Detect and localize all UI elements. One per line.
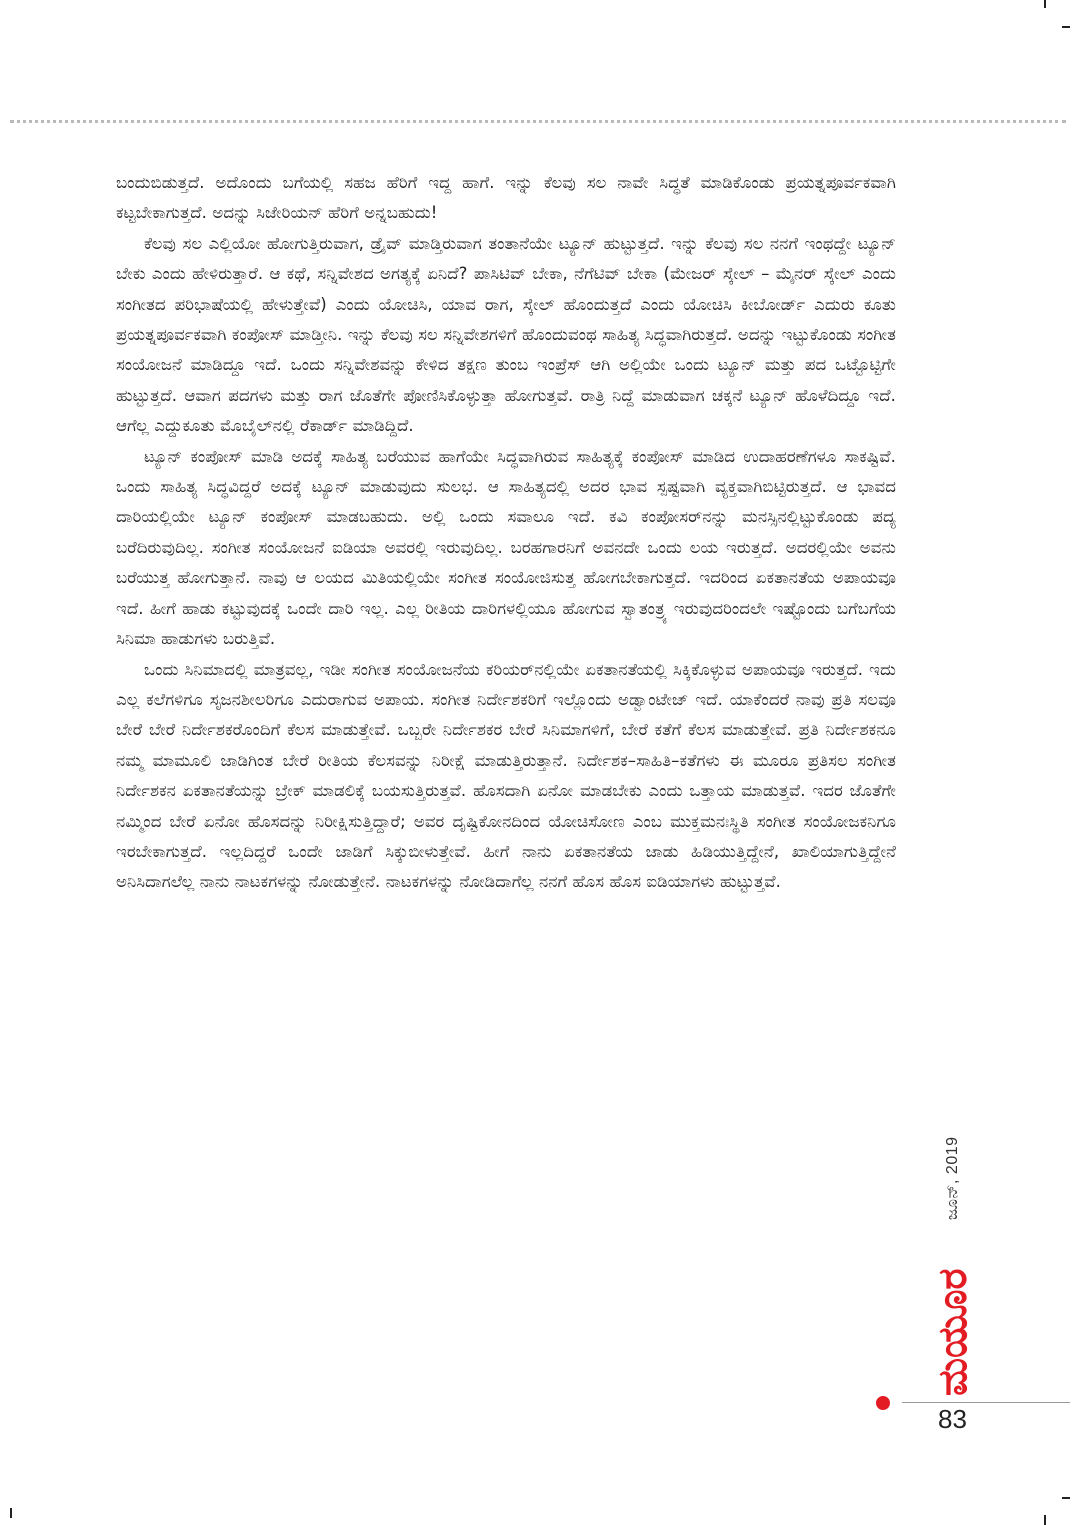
header-dotted-rule [10,120,1066,123]
page-number: 83 [938,1404,967,1434]
crop-mark-top-right-side [1062,26,1070,28]
article-paragraph: ಕೆಲವು ಸಲ ಎಲ್ಲಿಯೋ ಹೋಗುತ್ತಿರುವಾಗ, ಡ್ರೈವ್ ಮಾಡ್ತಿರುವಾಗ ತಂತಾನೆಯೇ ಟ್ಯೂನ್ ಹುಟ್ಟುತ್ತದೆ. ಇನ್ನು ಕೆಲವು ಸಲ ನನಗೆ ಇಂಥದ್ದೇ ಟ್ಯೂನ್ ಬೇಕು ಎಂದು ಹೇಳಿರುತ್ತಾರೆ. ಆ ಕಥೆ, ಸನ್ನಿವೇಶದ ಅಗತ್ಯಕ್ಕೆ ಏನಿದೆ? ಪಾಸಿಟಿವ್ ಬೇಕಾ, ನೆಗೆಟಿವ್ ಬೇಕಾ (ಮೇಜರ್ ಸ್ಕೇಲ್ – ಮೈನರ್ ಸ್ಕೇಲ್ ಎಂದು ಸಂಗೀತದ ಪರಿಭಾಷೆಯಲ್ಲಿ ಹೇಳುತ್ತೇವೆ) ಎಂದು ಯೋಚಿಸಿ, ಯಾವ ರಾಗ, ಸ್ಕೇಲ್ ಹೊಂದುತ್ತದೆ ಎಂದು ಯೋಚಿಸಿ ಕೀಬೋರ್ಡ್ ಎದುರು ಕೂತು ಪ್ರಯತ್ನಪೂರ್ವಕವಾಗಿ ಕಂಪೋಸ್ ಮಾಡ್ತೀನಿ. ಇನ್ನು ಕೆಲವು ಸಲ ಸನ್ನಿವೇಶಗಳಿಗೆ ಹೊಂದುವಂಥ ಸಾಹಿತ್ಯ ಸಿದ್ಧವಾಗಿರುತ್ತದೆ. ಅದನ್ನು ಇಟ್ಟುಕೊಂಡು ಸಂಗೀತ ಸಂಯೋಜನೆ ಮಾಡಿದ್ದೂ ಇದೆ. ಒಂದು ಸನ್ನಿವೇಶವನ್ನು ಕೇಳಿದ ತಕ್ಷಣ ತುಂಬ ಇಂಪ್ರೆಸ್ ಆಗಿ ಅಲ್ಲಿಯೇ ಒಂದು ಟ್ಯೂನ್ ಮತ್ತು ಪದ ಒಟ್ಟೊಟ್ಟಿಗೇ ಹುಟ್ಟುತ್ತದೆ. ಆವಾಗ ಪದಗಳು ಮತ್ತು ರಾಗ ಜೊತೆಗೇ ಪೋಣಿಸಿಕೊಳ್ಳುತ್ತಾ ಹೋಗುತ್ತವೆ. ರಾತ್ರಿ ನಿದ್ದೆ ಮಾಡುವಾಗ ಚಕ್ಕನೆ ಟ್ಯೂನ್ ಹೊಳೆದಿದ್ದೂ ಇದೆ. ಆಗೆಲ್ಲ ಎದ್ದುಕೂತು ಮೊಬೈಲ್‌ನಲ್ಲಿ ರೆಕಾರ್ಡ್ ಮಾಡಿದ್ದಿದೆ. [116,233,897,436]
crop-mark-top-right [1044,0,1046,8]
article-body [116,168,896,898]
footer-rule [902,1402,1070,1403]
article-paragraph: ಒಂದು ಸಿನಿಮಾದಲ್ಲಿ ಮಾತ್ರವಲ್ಲ, ಇಡೀ ಸಂಗೀತ ಸಂಯೋಜನೆಯ ಕರಿಯರ್‌ನಲ್ಲಿಯೇ ಏಕತಾನತೆಯಲ್ಲಿ ಸಿಕ್ಕಿಕೊಳ್ಳುವ ಅಪಾಯವೂ ಇರುತ್ತದೆ. ಇದು ಎಲ್ಲ ಕಲೆಗಳಿಗೂ ಸೃಜನಶೀಲರಿಗೂ ಎದುರಾಗುವ ಅಪಾಯ. ಸಂಗೀತ ನಿರ್ದೇಶಕರಿಗೆ ಇಲ್ಲೊಂದು ಅಡ್ವಾಂಟೇಜ್ ಇದೆ. ಯಾಕೆಂದರೆ ನಾವು ಪ್ರತಿ ಸಲವೂ ಬೇರೆ ಬೇರೆ ನಿರ್ದೇಶಕರೊಂದಿಗೆ ಕೆಲಸ ಮಾಡುತ್ತೇವೆ. ಒಬ್ಬರೇ ನಿರ್ದೇಶಕರ ಬೇರೆ ಸಿನಿಮಾಗಳಿಗೆ, ಬೇರೆ ಕತೆಗೆ ಕೆಲಸ ಮಾಡುತ್ತೇವೆ. ಪ್ರತಿ ನಿರ್ದೇಶಕನೂ ನಮ್ಮ ಮಾಮೂಲಿ ಜಾಡಿಗಿಂತ ಬೇರೆ ರೀತಿಯ ಕೆಲಸವನ್ನು ನಿರೀಕ್ಷೆ ಮಾಡುತ್ತಿರುತ್ತಾನೆ. ನಿರ್ದೇಶಕ–ಸಾಹಿತಿ–ಕತೆಗಳು ಈ ಮೂರೂ ಪ್ರತಿಸಲ ಸಂಗೀತ ನಿರ್ದೇಶಕನ ಏಕತಾನತೆಯನ್ನು ಬ್ರೇಕ್ ಮಾಡಲಿಕ್ಕೆ ಬಯಸುತ್ತಿರುತ್ತವೆ. ಹೊಸದಾಗಿ ಏನೋ ಮಾಡಬೇಕು ಎಂದು ಒತ್ತಾಯ ಮಾಡುತ್ತವೆ. ಇದರ ಜೊತೆಗೇ ನಮ್ಮಿಂದ ಬೇರೆ ಏನೋ ಹೊಸದನ್ನು ನಿರೀಕ್ಷಿಸುತ್ತಿದ್ದಾರೆ; ಅವರ ದೃಷ್ಟಿಕೋನದಿಂದ ಯೋಚಿಸೋಣ ಎಂಬ ಮುಕ್ತಮನಃಸ್ಥಿತಿ ಸಂಗೀತ ಸಂಯೋಜಕನಿಗೂ ಇರಬೇಕಾಗುತ್ತದೆ. ಇಲ್ಲದಿದ್ದರೆ ಒಂದೇ ಜಾಡಿಗೆ ಸಿಕ್ಕುಬೀಳುತ್ತೇವೆ. ಹೀಗೆ ನಾನು ಏಕತಾನತೆಯ ಜಾಡು ಹಿಡಿಯುತ್ತಿದ್ದೇನೆ, ಖಾಲಿಯಾಗುತ್ತಿದ್ದೇನೆ ಅನಿಸಿದಾಗಲೆಲ್ಲ ನಾನು ನಾಟಕಗಳನ್ನು ನೋಡುತ್ತೇನೆ. ನಾಟಕಗಳನ್ನು ನೋಡಿದಾಗೆಲ್ಲ ನನಗೆ ಹೊಸ ಹೊಸ ಐಡಿಯಾಗಳು ಹುಟ್ಟುತ್ತವೆ. [116,659,896,892]
article-paragraph: ಬಂದುಬಿಡುತ್ತದೆ. ಅದೊಂದು ಬಗೆಯಲ್ಲಿ ಸಹಜ ಹೆರಿಗೆ ಇದ್ದ ಹಾಗೆ. ಇನ್ನು ಕೆಲವು ಸಲ ನಾವೇ ಸಿದ್ಧತೆ ಮಾಡಿಕೊಂಡು ಪ್ರಯತ್ನಪೂರ್ವಕವಾಗಿ ಕಟ್ಟಬೇಕಾಗುತ್ತದೆ. ಅದನ್ನು ಸಿಜೇರಿಯನ್ ಹೆರಿಗೆ ಅನ್ನಬಹುದು! [116,173,896,223]
red-dot-marker [876,1396,890,1410]
crop-mark-bottom-left [10,1508,12,1518]
crop-mark-bottom-right [1044,1515,1046,1525]
magazine-logo: ಮಯೂರ [930,1268,976,1396]
article-paragraph: ಟ್ಯೂನ್ ಕಂಪೋಸ್ ಮಾಡಿ ಅದಕ್ಕೆ ಸಾಹಿತ್ಯ ಬರೆಯುವ ಹಾಗೆಯೇ ಸಿದ್ಧವಾಗಿರುವ ಸಾಹಿತ್ಯಕ್ಕೆ ಕಂಪೋಸ್ ಮಾಡಿದ ಉದಾಹರಣೆಗಳೂ ಸಾಕಷ್ಟಿವೆ. ಒಂದು ಸಾಹಿತ್ಯ ಸಿದ್ಧವಿದ್ದರೆ ಅದಕ್ಕೆ ಟ್ಯೂನ್ ಮಾಡುವುದು ಸುಲಭ. ಆ ಸಾಹಿತ್ಯದಲ್ಲಿ ಅದರ ಭಾವ ಸ್ಪಷ್ಟವಾಗಿ ವ್ಯಕ್ತವಾಗಿಬಿಟ್ಟಿರುತ್ತದೆ. ಆ ಭಾವದ ದಾರಿಯಲ್ಲಿಯೇ ಟ್ಯೂನ್ ಕಂಪೋಸ್ ಮಾಡಬಹುದು. ಅಲ್ಲಿ ಒಂದು ಸವಾಲೂ ಇದೆ. ಕವಿ ಕಂಪೋಸರ್‌ನನ್ನು ಮನಸ್ಸಿನಲ್ಲಿಟ್ಟುಕೊಂಡು ಪದ್ಯ ಬರೆದಿರುವುದಿಲ್ಲ. ಸಂಗೀತ ಸಂಯೋಜನೆ ಐಡಿಯಾ ಅವರಲ್ಲಿ ಇರುವುದಿಲ್ಲ. ಬರಹಗಾರನಿಗೆ ಅವನದೇ ಒಂದು ಲಯ ಇರುತ್ತದೆ. ಅದರಲ್ಲಿಯೇ ಅವನು ಬರೆಯುತ್ತ ಹೋಗುತ್ತಾನೆ. ನಾವು ಆ ಲಯದ ಮಿತಿಯಲ್ಲಿಯೇ ಸಂಗೀತ ಸಂಯೋಜಿಸುತ್ತ ಹೋಗಬೇಕಾಗುತ್ತದೆ. ಇದರಿಂದ ಏಕತಾನತೆಯ ಅಪಾಯವೂ ಇದೆ. ಹೀಗೆ ಹಾಡು ಕಟ್ಟುವುದಕ್ಕೆ ಒಂದೇ ದಾರಿ ಇಲ್ಲ. ಎಲ್ಲ ರೀತಿಯ ದಾರಿಗಳಲ್ಲಿಯೂ ಹೋಗುವ ಸ್ವಾತಂತ್ರ್ಯ ಇರುವುದರಿಂದಲೇ ಇಷ್ಟೊಂದು ಬಗೆಬಗೆಯ ಸಿನಿಮಾ ಹಾಡುಗಳು ಬರುತ್ತಿವೆ. [116,446,896,649]
issue-date: ಜೂನ್, 2019 [944,1136,961,1220]
crop-mark-bottom-right-side [1062,1497,1070,1499]
